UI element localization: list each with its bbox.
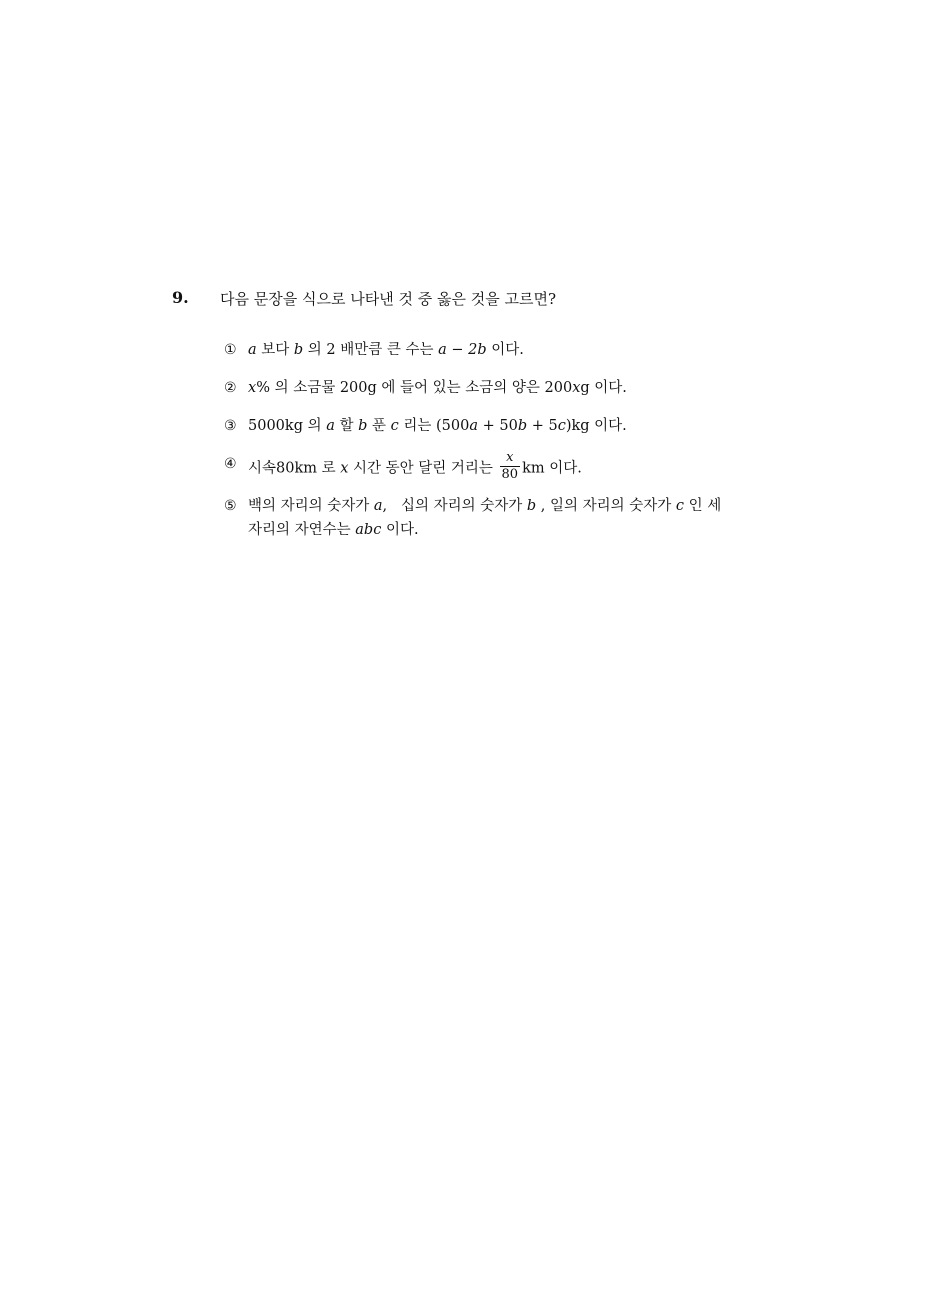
text: + 5 [527,418,558,434]
var-a: a [248,342,257,358]
var-b: b [517,418,528,434]
text: , 십의 자리의 숫자가 [382,498,527,514]
text: , 일의 자리의 숫자가 [536,498,676,514]
text: km 이다. [522,460,582,477]
text: 할 [334,418,359,434]
choice-text-3 [248,414,627,438]
choice-marker-3: ③ [224,418,237,434]
choice-marker-5: ⑤ [224,498,237,514]
text: 의 2 배만큼 큰 수는 [303,342,439,358]
question-number: 9. [172,288,189,307]
fraction [500,450,521,483]
var-abc: abc [355,522,382,538]
text: 이다. [381,522,419,538]
text: 보다 [256,342,294,358]
text: + 50 [477,418,518,434]
var-a: a [373,498,383,514]
text: % 의 소금물 200g 에 들어 있는 소금의 양은 200 [256,380,573,396]
var-a: a [326,418,335,434]
text: 이다. [486,342,524,358]
var-b: b [293,342,304,358]
var-b: b [358,418,368,434]
choice-marker-2: ② [224,380,237,396]
text: )kg 이다. [565,418,627,434]
var-c: c [557,418,566,434]
text: 리는 (500 [398,418,470,434]
var-a: a [469,418,478,434]
text: 푼 [367,418,391,434]
choice-marker-1: ① [224,342,237,358]
fraction-denominator: 80 [501,467,519,482]
choice-text-1 [248,338,524,362]
choice-1 [224,338,524,362]
choice-text-5 [248,494,721,542]
choice-text-4 [248,452,582,485]
choice-3 [224,414,627,438]
text: 5000kg 의 [248,418,327,434]
choice-text-2 [248,376,627,400]
choice-text-5-line-2 [248,518,721,542]
var-x: x [572,380,581,396]
text: 자리의 자연수는 [248,522,356,538]
text: 시속80km 로 [248,460,341,477]
var-x: x [340,460,349,477]
choice-4 [224,450,582,485]
question-prompt: 다음 문장을 식으로 나타낸 것 중 옳은 것을 고르면? [220,290,556,308]
var-c: c [390,418,399,434]
fraction-numerator: x [500,450,521,467]
text: 백의 자리의 숫자가 [248,498,374,514]
var-c: c [675,498,685,514]
var-x: x [248,380,257,396]
expression: a − 2b [438,342,487,358]
var-b: b [526,498,537,514]
text: 인 세 [684,498,722,514]
choice-marker-4: ④ [224,456,237,472]
text: g 이다. [580,380,627,396]
choice-2 [224,376,627,400]
choice-5 [224,494,722,542]
text: 시간 동안 달린 거리는 [348,460,498,477]
